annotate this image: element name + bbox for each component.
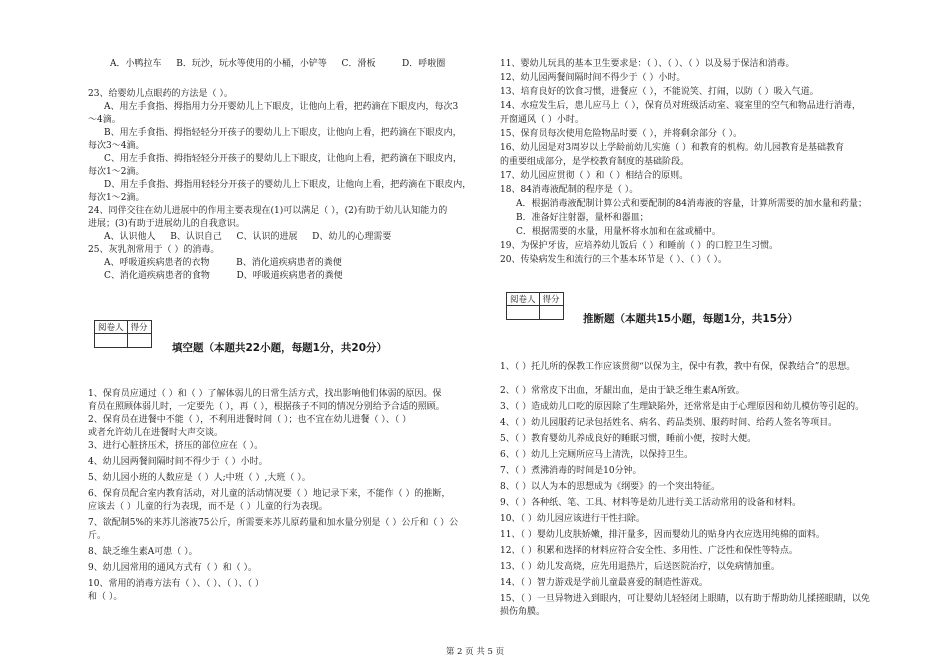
score-cell (539, 306, 563, 320)
right-text-line: 9、（ ）各种纸、笔、工具、材料等是幼儿进行美工活动常用的设备和材料。 (500, 498, 802, 508)
left-text-line: 7、欲配制5%的来苏儿溶液75公斤，所需要来苏儿原药量和加水量分别是（ ）公斤和（ ）公 (88, 518, 459, 528)
score-label: 得分 (539, 293, 563, 306)
fill-blank-score-box (94, 320, 152, 348)
right-text-line: B．准备好注射器，量杯和器皿； (516, 213, 649, 223)
left-text-line: 应该去（ ）儿童的行为表现，而不是（ ）儿童的行为表现。 (88, 502, 328, 512)
right-text-line: 14、（ ）智力游戏是学前儿童最喜爱的制造性游戏。 (500, 578, 708, 588)
right-text-line: 损伤角膜。 (500, 607, 546, 617)
left-text-line: C、消化道疾病患者的食物 D、呼吸道疾病患者的粪便 (104, 271, 343, 281)
left-text-line: 1、保育员应通过（ ）和（ ）了解体弱儿的日常生活方式，找出影响他们体弱的原因。保 (88, 389, 442, 399)
score-label: 得分 (127, 321, 151, 334)
left-text-line: 2、保育员在进餐中不能（ ），不利用进餐时间（ ）；也不宜在幼儿进餐（ ）、（ ） (88, 415, 412, 425)
left-text-line: 3、进行心脏挤压术，挤压的部位应在（ ）。 (88, 441, 264, 451)
left-text-line: 6、保育员配合室内教育活动，对儿童的活动情况要（ ）地记录下来，不能作（ ）的推断， (88, 489, 451, 499)
right-text-line: 14、水痘发生后，患儿应马上（ ），保育员对班级活动室、寝室里的空气和物品进行消毒， (500, 101, 861, 111)
right-text-line: 17、幼儿园应贯彻（ ）和（ ）相结合的原则。 (500, 171, 689, 181)
left-text-line: 或者允许幼儿在进餐时大声交谈。 (88, 428, 224, 438)
page-footer: 第 2 页 共 5 页 (445, 647, 505, 657)
judgment-section-title: 推断题（本题共15小题，每题1分，共15分） (583, 313, 799, 325)
right-text-line: 10、（ ）幼儿园应该进行干性扫除。 (500, 514, 645, 524)
right-text-line: 的重要组成部分，是学校教育制度的基础阶段。 (500, 157, 690, 167)
right-text-line: 11、婴幼儿玩具的基本卫生要求是：（ ）、（ ）、（ ）以及易于保洁和消毒。 (500, 59, 795, 69)
grader-cell (95, 334, 128, 348)
left-text-line: A、认识他人 B、认识自己 C、认识的进展 D、幼儿的心理需要 (104, 232, 392, 242)
left-text-line: 每次1～2滴。 (88, 167, 145, 177)
left-text-line: A．小鸭拉车 B．玩沙，玩水等使用的小桶，小铲等 C．滑板 D．呼啦圈 (110, 59, 446, 69)
right-text-line: 13、培育良好的饮食习惯，进餐应（ ），不能说笑、打闹，以防（ ）吸入气道。 (500, 87, 819, 97)
left-text-line: D、用左手食指、拇指用轻轻分开孩子的婴幼儿上下眼皮，让他向上看，把药滴在下眼皮内， (104, 180, 472, 190)
right-text-line: 8、（ ）以人为本的思想成为《纲要》的一个突出特征。 (500, 482, 721, 492)
left-text-line: 5、幼儿园小班的人数应是（ ）人;中班（ ）,大班（ ）。 (88, 473, 311, 483)
left-text-line: 24、同伴交往在幼儿进展中的作用主要表现在(1)可以满足（ ），(2)有助于幼儿认知能力的 (88, 206, 448, 216)
judgment-score-box (506, 292, 564, 320)
right-text-line: 开窗通风（ ）小时。 (500, 115, 584, 125)
right-text-line: 13、（ ）幼儿发高烧，应先用退热片，后送医院治疗，以免病情加重。 (500, 562, 780, 572)
right-text-line: 3、（ ）造成幼儿口吃的原因除了生理缺陷外，还常常是由于心理原因和幼儿模仿等引起的。 (500, 402, 865, 412)
left-text-line: ～4滴。 (88, 115, 121, 125)
right-text-line: C．根据需要的水量，用量杯将水加和在盆或桶中。 (516, 227, 721, 237)
left-text-line: 9、幼儿园常用的通风方式有（ ）和（ ）。 (88, 563, 257, 573)
left-text-line: A、用左手食指、拇指用力分开婴幼儿上下眼皮，让他向上看，把药滴在下眼皮内，每次3 (104, 102, 459, 112)
right-text-line: 18、84消毒液配制的程序是（ ）。 (500, 185, 639, 195)
right-text-line: 2、（ ）常常皮下出血，牙龈出血，是由于缺乏维生素A所致。 (500, 386, 745, 396)
right-text-line: 12、幼儿园两餐间隔时间不得少于（ ）小时。 (500, 73, 686, 83)
fill-blank-section-title: 填空题（本题共22小题，每题1分，共20分） (172, 342, 388, 354)
left-text-line: 23、给婴幼儿点眼药的方法是（ ）。 (88, 89, 233, 99)
left-text-line: 8、缺乏维生素A可患（ ）。 (88, 547, 198, 557)
left-text-line: 每次1～2滴。 (88, 193, 145, 203)
left-text-line: 10、常用的消毒方法有（ ）、（ ）、（ ）、（ ） (88, 579, 264, 589)
right-text-line: 4、（ ）幼儿园服药记录包括姓名、病名、药品类别、服药时间、给药人签名等项目。 (500, 418, 838, 428)
left-text-line: 育员在照顾体弱儿时，一定要先（ ），再（ ），根据孩子不同的情况分别给予合适的照顾。 (88, 402, 445, 412)
left-text-line: 和（ ）。 (88, 592, 123, 602)
right-text-line: 7、（ ）煮沸消毒的时间是10分钟。 (500, 466, 642, 476)
left-text-line: B、用左手食指、拇指轻轻分开孩子的婴幼儿上下眼皮，让他向上看，把药滴在下眼皮内， (104, 128, 462, 138)
grader-label: 阅卷人 (95, 321, 128, 334)
left-text-line: 斤。 (88, 531, 107, 541)
left-text-line: C、用左手食指、拇指轻轻分开孩子的婴幼儿上下眼皮，让他向上看，把药滴在下眼皮内， (104, 154, 462, 164)
left-text-line: 25、灰乳剂常用于（ ）的消毒。 (88, 245, 220, 255)
left-text-line: 每次3～4滴。 (88, 141, 145, 151)
left-text-line: 进展；(3)有助于进展幼儿的自我意识。 (88, 219, 245, 229)
grader-label: 阅卷人 (507, 293, 540, 306)
right-text-line: 6、（ ）幼儿上完厕所应马上清洗，以保持卫生。 (500, 450, 694, 460)
right-text-line: 15、（ ）一旦异物进入到眼内，可让婴幼儿轻轻闭上眼睛，以有助于帮助幼儿揉搓眼睛，以免 (500, 594, 870, 604)
right-text-line: 11、（ ）婴幼儿皮肤娇嫩，排汗量多，因而婴幼儿的贴身内衣应选用纯棉的面料。 (500, 530, 825, 540)
right-text-line: 1、（ ）托儿所的保教工作应该贯彻“以保为主，保中有教，教中有保，保教结合”的思想。 (500, 362, 856, 372)
right-text-line: 5、（ ）教育婴幼儿养成良好的睡眠习惯，睡前小便，按时大便。 (500, 434, 757, 444)
left-text-line: A、呼吸道疾病患者的衣物 B、消化道疾病患者的粪便 (104, 258, 342, 268)
right-text-line: 12、（ ）积累和选择的材料应符合安全性、多用性、广泛性和保性等特点。 (500, 546, 798, 556)
score-cell (127, 334, 151, 348)
right-text-line: A．根据消毒液配制计算公式和要配制的84消毒液的容量，计算所需要的加水量和药量； (516, 199, 867, 209)
left-text-line: 4、幼儿园两餐间隔时间不得少于（ ）小时。 (88, 457, 268, 467)
right-text-line: 20、传染病发生和流行的三个基本环节是（ ）、（ ）（ ）。 (500, 255, 728, 265)
right-text-line: 15、保育员每次使用危险物品时要（ ），并将剩余部分（ ）。 (500, 129, 743, 139)
grader-cell (507, 306, 540, 320)
right-text-line: 16、幼儿园是对3周岁以上学龄前幼儿实施（ ）和教育的机构。幼儿园教育是基础教育 (500, 143, 845, 153)
right-text-line: 19、为保护牙齿，应培养幼儿饭后（ ）和睡前（ ）的口腔卫生习惯。 (500, 241, 779, 251)
